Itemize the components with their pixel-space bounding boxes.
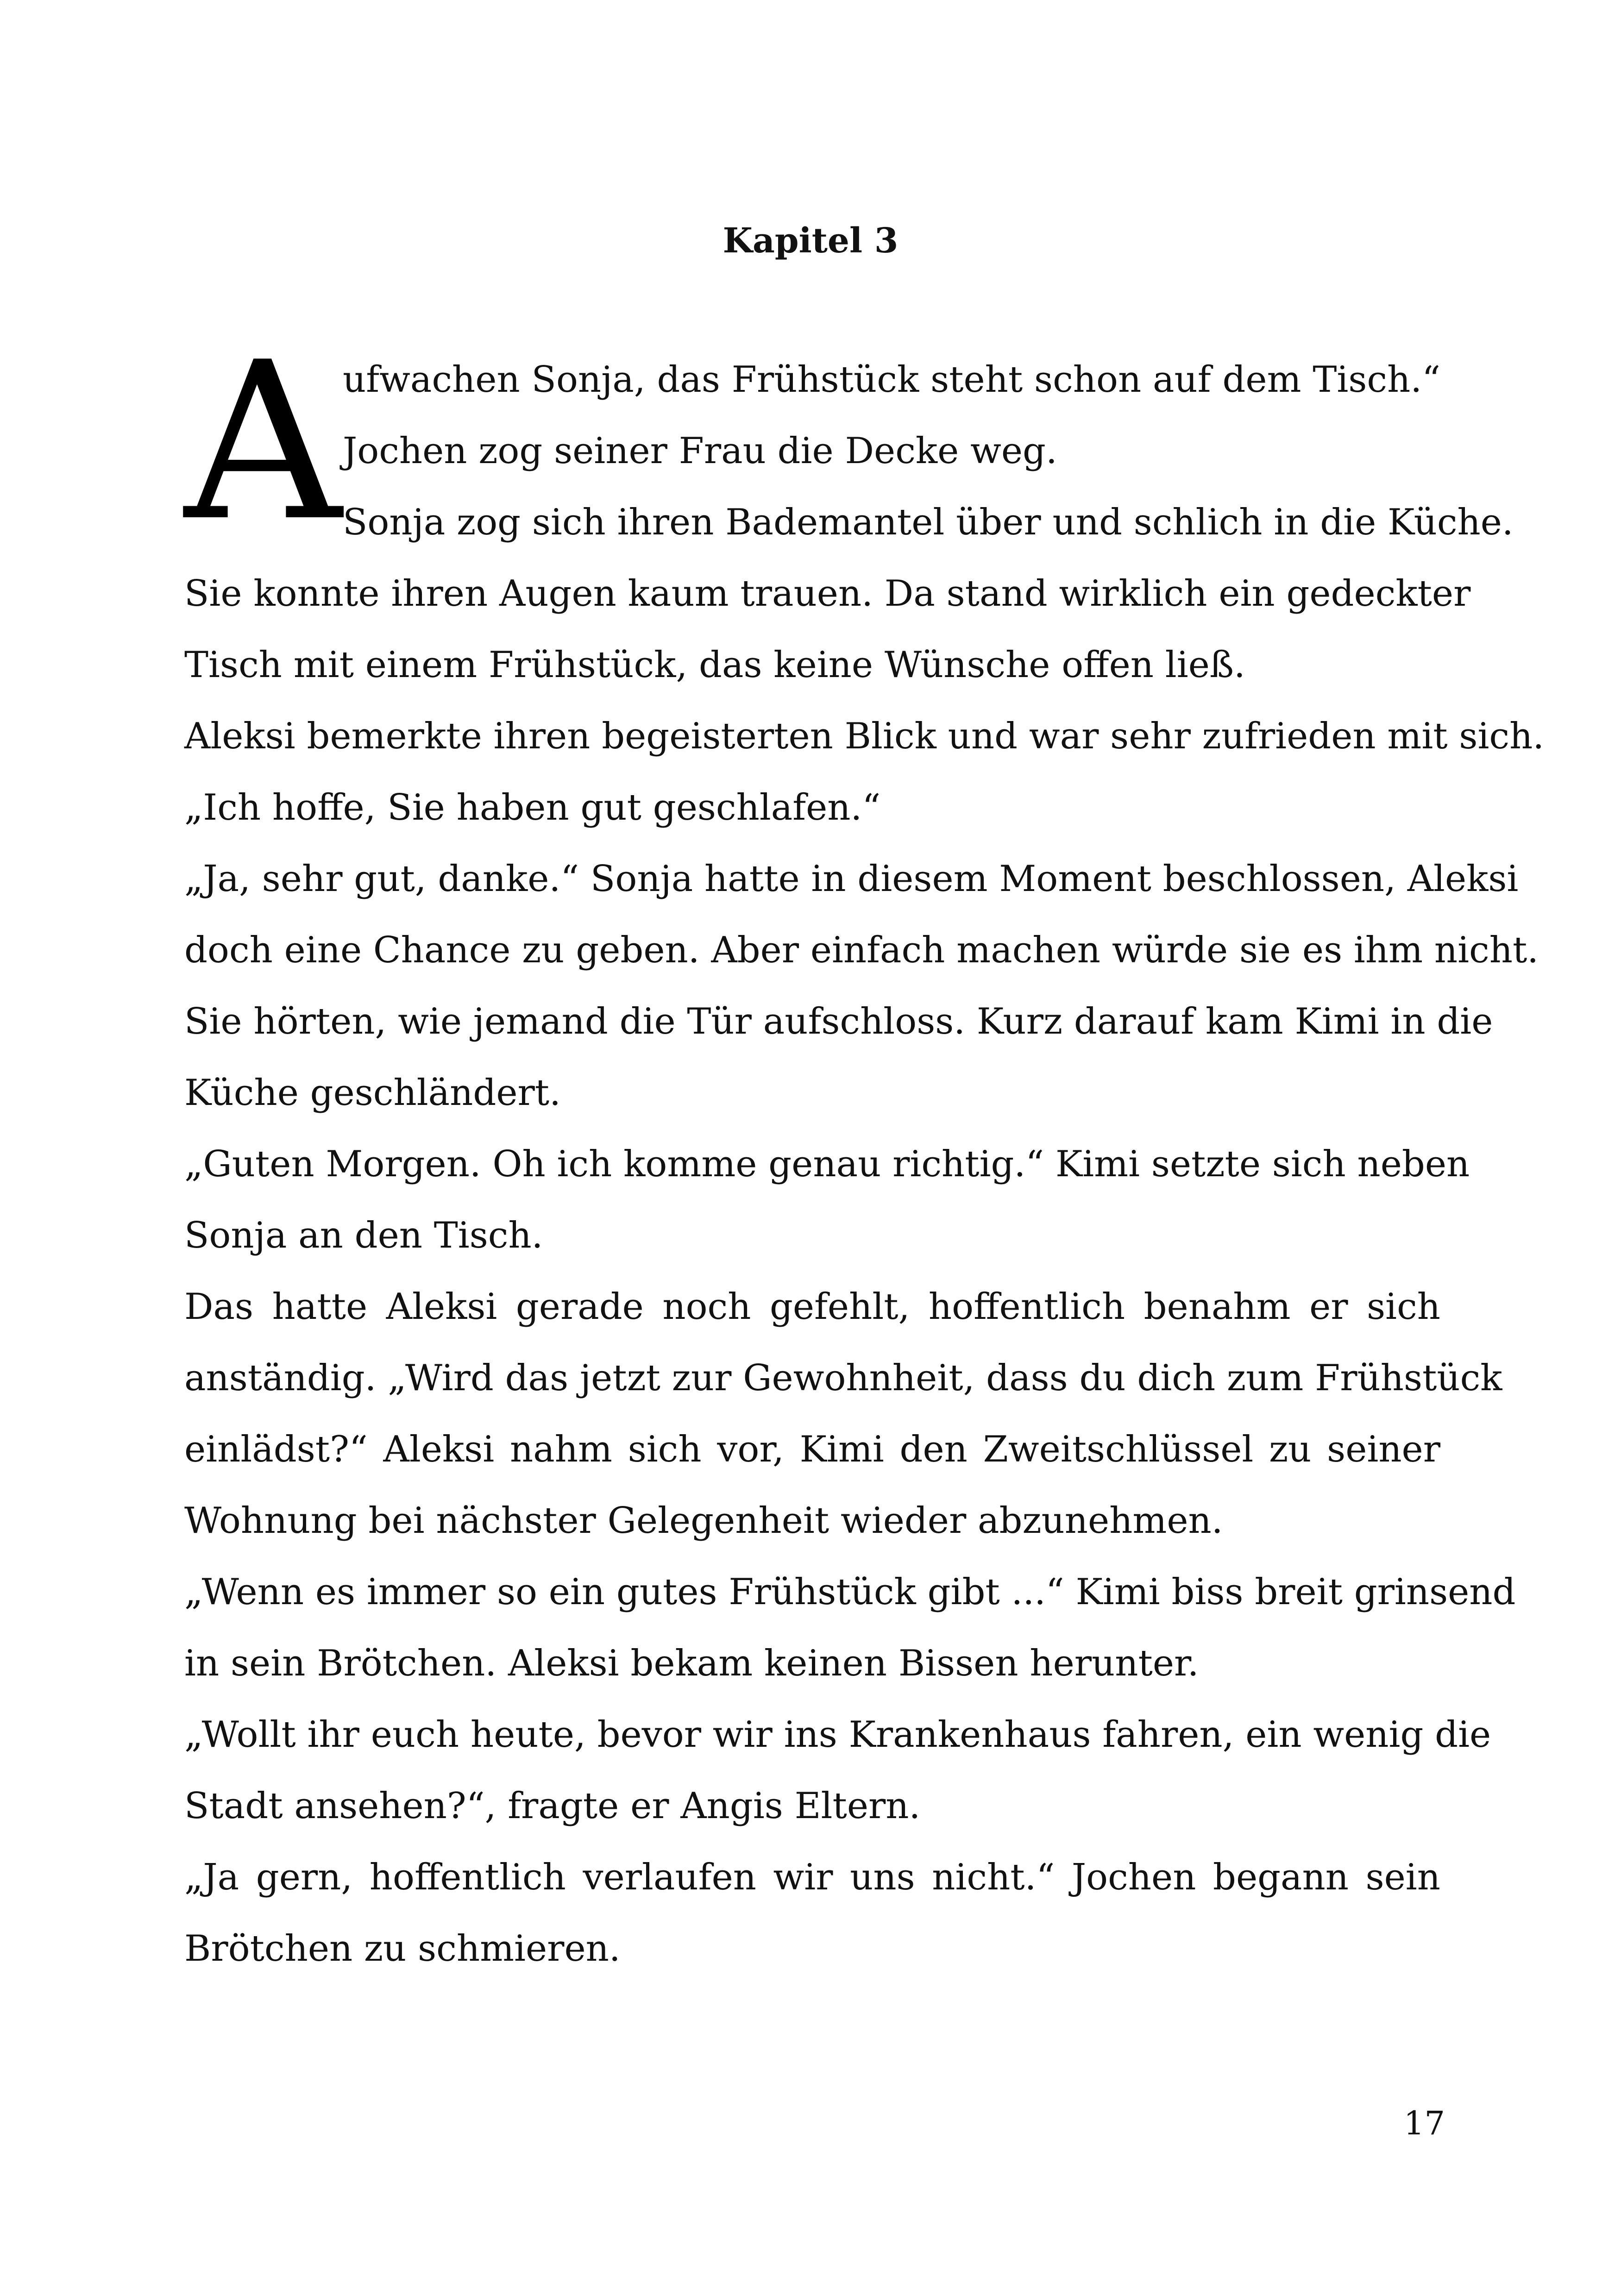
text-line: in sein Brötchen. Aleksi bekam keinen Bissen herunter.: [184, 1643, 1199, 1684]
text-line: Sie hörten, wie jemand die Tür aufschloss. Kurz darauf kam Kimi in die: [184, 1001, 1493, 1042]
text-line: Küche geschländert.: [184, 1072, 561, 1114]
text-line: Aleksi bemerkte ihren begeisterten Blick und war sehr zufrieden mit sich.: [184, 715, 1545, 757]
text-line: „Ja gern, hoffentlich verlaufen wir uns nicht.“ Jochen begann sein: [184, 1857, 1440, 1898]
text-line: doch eine Chance zu geben. Aber einfach machen würde sie es ihm nicht.: [184, 929, 1539, 971]
text-line: anständig. „Wird das jetzt zur Gewohnheit, dass du dich zum Frühstück: [184, 1357, 1502, 1399]
text-line: „Ja, sehr gut, danke.“ Sonja hatte in diesem Moment beschlossen, Aleksi: [184, 858, 1519, 900]
drop-cap-initial: A: [184, 315, 342, 569]
text-line: „Ich hoffe, Sie haben gut geschlafen.“: [184, 787, 881, 828]
text-line: Jochen zog seiner Frau die Decke weg.: [343, 430, 1057, 472]
text-line: „Guten Morgen. Oh ich komme genau richtig.“ Kimi setzte sich neben: [184, 1143, 1470, 1185]
text-line: Sonja an den Tisch.: [184, 1215, 543, 1256]
text-line: Sonja zog sich ihren Bademantel über und schlich in die Küche.: [343, 502, 1514, 543]
text-line: Wohnung bei nächster Gelegenheit wieder abzunehmen.: [184, 1500, 1223, 1542]
text-line: Sie konnte ihren Augen kaum trauen. Da stand wirklich ein gedeckter: [184, 573, 1471, 615]
text-line: Das hatte Aleksi gerade noch gefehlt, hoffentlich benahm er sich: [184, 1286, 1440, 1328]
text-line: „Wollt ihr euch heute, bevor wir ins Krankenhaus fahren, ein wenig die: [184, 1714, 1491, 1756]
text-line: Brötchen zu schmieren.: [184, 1928, 621, 1970]
chapter-title: Kapitel 3: [723, 221, 898, 261]
text-line: „Wenn es immer so ein gutes Frühstück gibt ...“ Kimi biss breit grinsend: [184, 1571, 1516, 1613]
text-line: Stadt ansehen?“, fragte er Angis Eltern.: [184, 1785, 921, 1827]
text-line: einlädst?“ Aleksi nahm sich vor, Kimi den Zweitschlüssel zu seiner: [184, 1429, 1440, 1470]
text-line: ufwachen Sonja, das Frühstück steht schon auf dem Tisch.“: [343, 359, 1440, 401]
text-line: Tisch mit einem Frühstück, das keine Wünsche offen ließ.: [184, 644, 1245, 686]
page-number: 17: [1403, 2104, 1445, 2142]
